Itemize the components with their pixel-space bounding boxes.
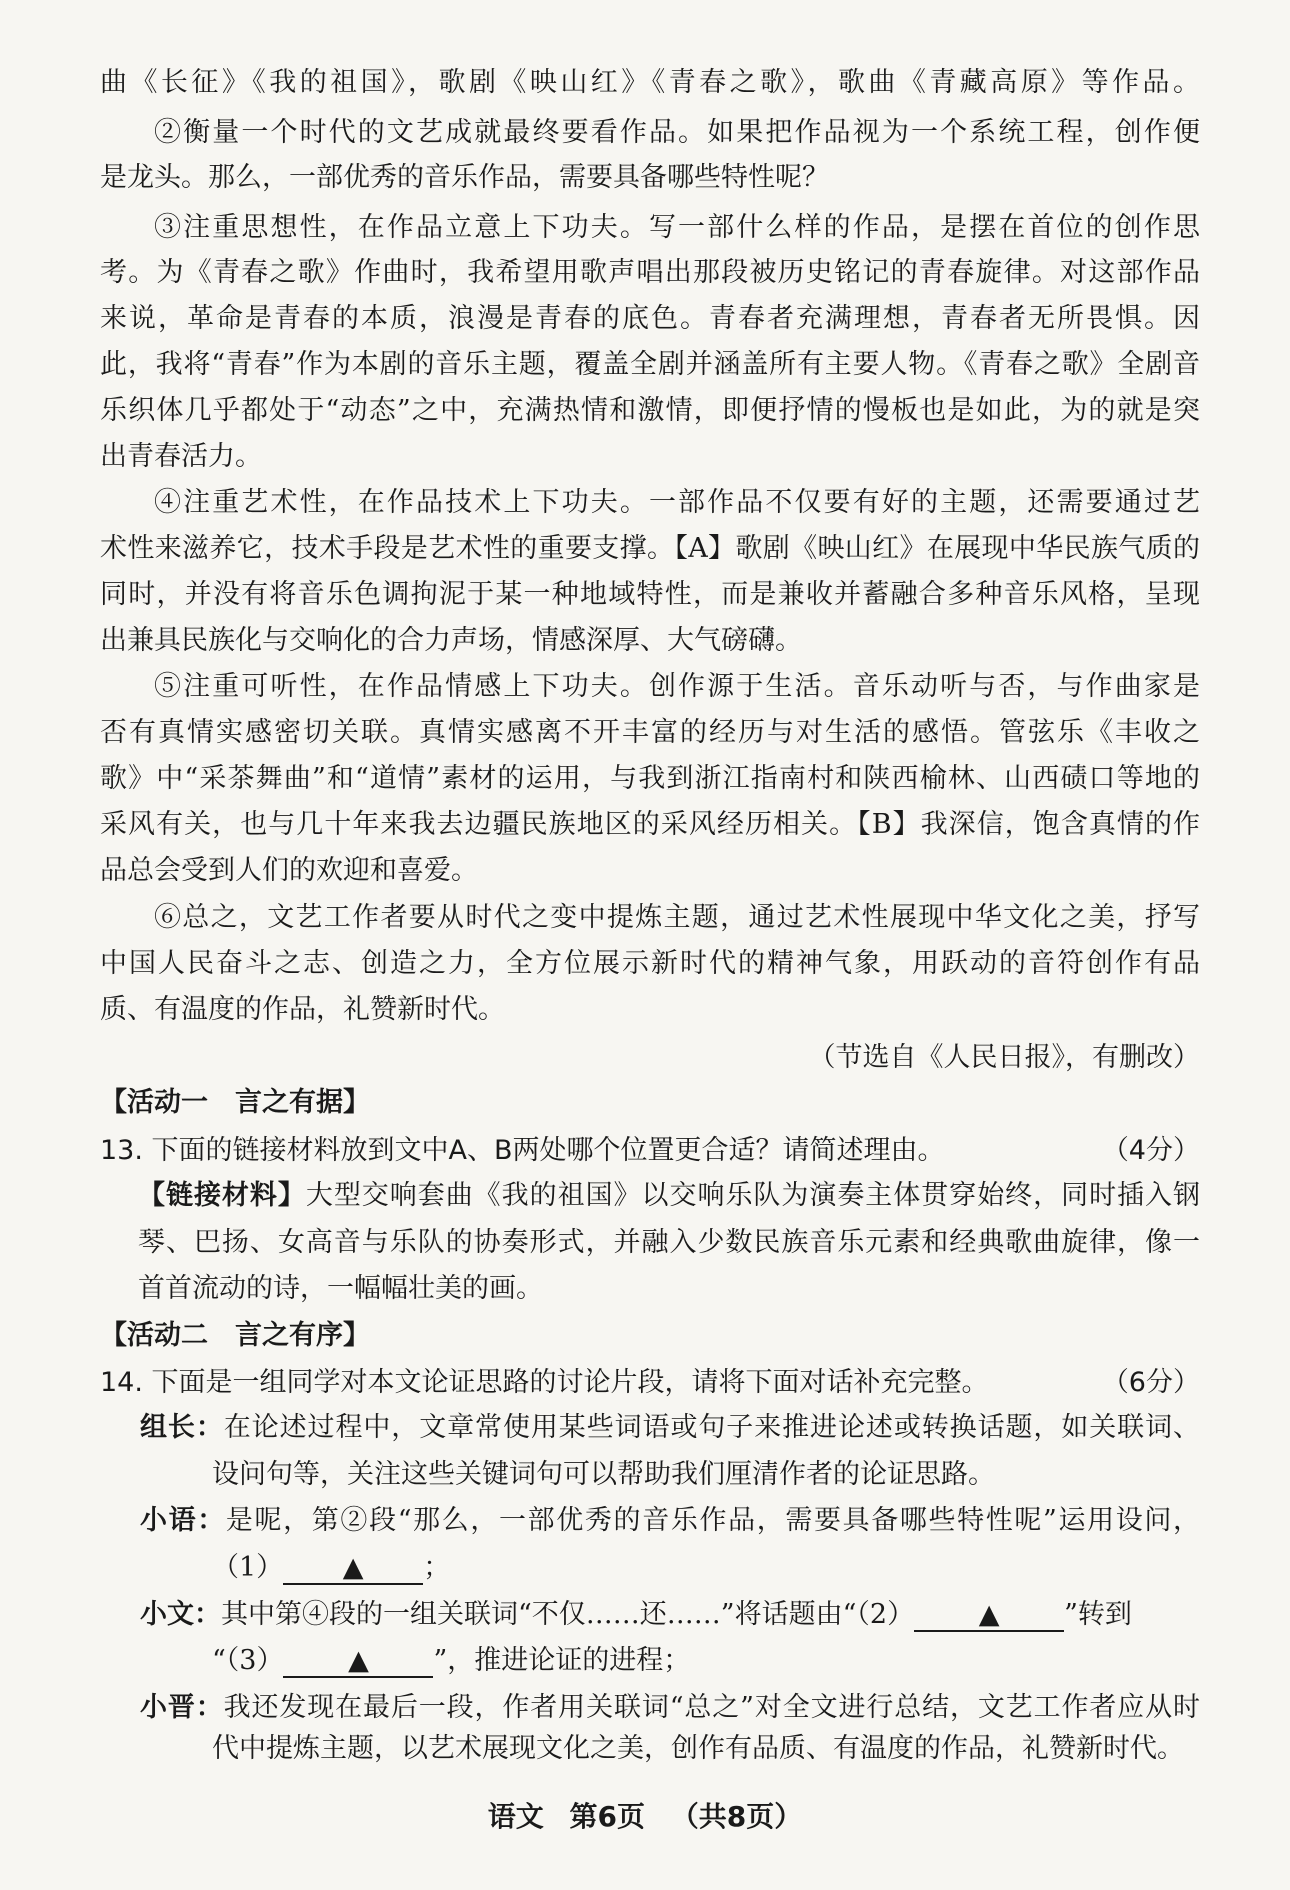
blank-1-label: （1） [212, 1552, 284, 1583]
answer-blank-2[interactable]: ▲ [914, 1600, 1064, 1632]
link-material-text: 大型交响套曲《我的祖国》以交响乐队为演奏主体贯穿始终，同时插入钢 [305, 1180, 1200, 1211]
passage-line: 采风有关，也与几十年来我去边疆民族地区的采风经历相关。【B】我深信，饱含真情的作 [100, 809, 1200, 840]
speaker-xiaowen: 小文： [140, 1599, 221, 1630]
semicolon: ； [423, 1552, 451, 1583]
activity-1-title: 【活动一 言之有据】 [100, 1087, 370, 1118]
dialogue-leader-line: 设问句等，关注这些关键词句可以帮助我们厘清作者的论证思路。 [212, 1459, 995, 1490]
passage-line: 来说，革命是青春的本质，浪漫是青春的底色。青春者充满理想，青春者无所畏惧。因 [100, 303, 1200, 334]
speaker-xiaojin: 小晋： [140, 1692, 224, 1723]
page-footer [0, 1795, 1290, 1835]
paragraph-2-line: ②衡量一个时代的文艺成就最终要看作品。如果把作品视为一个系统工程，创作便 [154, 117, 1200, 148]
paragraph-3-line: ③注重思想性，在作品立意上下功夫。写一部什么样的作品，是摆在首位的创作思 [154, 212, 1200, 243]
passage-line: 出青春活力。 [100, 441, 262, 472]
dialogue-xiaoyu-line [140, 1498, 1200, 1543]
passage-line: 考。为《青春之歌》作曲时，我希望用歌声唱出那段被历史铭记的青春旋律。对这部作品 [100, 257, 1200, 288]
passage-line: 品总会受到人们的欢迎和喜爱。 [100, 855, 478, 886]
leader-text: 在论述过程中，文章常使用某些词语或句子来推进论述或转换话题，如关联词、 [223, 1412, 1200, 1443]
dialogue-xiaoyu-line [212, 1545, 1200, 1590]
speaker-xiaoyu: 小语： [140, 1505, 226, 1536]
passage-line: 质、有温度的作品，礼赞新时代。 [100, 994, 505, 1025]
question-13-points: （4分） [1101, 1135, 1200, 1166]
footer-page: 第6页 [569, 1800, 645, 1833]
answer-blank-1[interactable]: ▲ [283, 1553, 423, 1585]
passage-line: 乐织体几乎都处于“动态”之中，充满热情和激情，即便抒情的慢板也是如此，为的就是突 [100, 395, 1200, 426]
dialogue-xiaojin-line: 代中提炼主题，以艺术展现文化之美，创作有品质、有温度的作品，礼赞新时代。 [212, 1733, 1184, 1764]
source-note: （节选自《人民日报》，有删改） [808, 1042, 1200, 1073]
xiaojin-text: 我还发现在最后一段，作者用关联词“总之”对全文进行总结，文艺工作者应从时 [223, 1692, 1200, 1723]
xiaowen-text-c: “（3） [212, 1645, 284, 1676]
passage-line: 中国人民奋斗之志、创造之力，全方位展示新时代的精神气象，用跃动的音符创作有品 [100, 948, 1200, 979]
link-material-line: 首首流动的诗，一幅幅壮美的画。 [138, 1273, 543, 1304]
answer-blank-3[interactable]: ▲ [283, 1646, 433, 1678]
dialogue-xiaojin-line [140, 1685, 1200, 1730]
paragraph-5-line: ⑤注重可听性，在作品情感上下功夫。创作源于生活。音乐动听与否，与作曲家是 [154, 671, 1200, 702]
dialogue-xiaowen-line [140, 1592, 1200, 1637]
passage-line: 否有真情实感密切关联。真情实感离不开丰富的经历与对生活的感悟。管弦乐《丰收之 [100, 717, 1200, 748]
footer-subject: 语文 [487, 1800, 544, 1833]
paragraph-4-line: ④注重艺术性，在作品技术上下功夫。一部作品不仅要有好的主题，还需要通过艺 [154, 487, 1200, 518]
activity-2-title: 【活动二 言之有序】 [100, 1320, 370, 1351]
question-13-text: 13. 下面的链接材料放到文中A、B两处哪个位置更合适？请简述理由。 [100, 1135, 945, 1166]
paragraph-6-line: ⑥总之，文艺工作者要从时代之变中提炼主题，通过艺术性展现中华文化之美，抒写 [154, 902, 1200, 933]
passage-line: 同时，并没有将音乐色调拘泥于某一种地域特性，而是兼收并蓄融合多种音乐风格，呈现 [100, 579, 1200, 610]
link-material-line: 琴、巴扬、女高音与乐队的协奏形式，并融入少数民族音乐元素和经典歌曲旋律，像一 [138, 1227, 1200, 1258]
link-material-line [138, 1173, 1200, 1218]
footer-total: （共8页） [670, 1800, 803, 1833]
question-14-points: （6分） [1101, 1367, 1200, 1398]
xiaoyu-text: 是呢，第②段“那么，一部优秀的音乐作品，需要具备哪些特性呢”运用设问， [225, 1505, 1200, 1536]
dialogue-leader-line [140, 1405, 1200, 1450]
passage-line: 曲《长征》《我的祖国》，歌剧《映山红》《青春之歌》，歌曲《青藏高原》等作品。 [100, 67, 1200, 98]
speaker-leader: 组长： [140, 1412, 224, 1443]
question-14-text: 14. 下面是一组同学对本文论证思路的讨论片段，请将下面对话补充完整。 [100, 1367, 989, 1398]
question-13 [100, 1128, 1200, 1173]
question-14 [100, 1360, 1200, 1405]
passage-line: 此，我将“青春”作为本剧的音乐主题，覆盖全剧并涵盖所有主要人物。《青春之歌》全剧音 [100, 349, 1200, 380]
xiaowen-text-b: ”转到 [1064, 1599, 1132, 1630]
passage-line: 出兼具民族化与交响化的合力声场，情感深厚、大气磅礴。 [100, 625, 802, 656]
link-material-label: 【链接材料】 [138, 1180, 306, 1211]
passage-line: 是龙头。那么，一部优秀的音乐作品，需要具备哪些特性呢？ [100, 162, 829, 193]
passage-line: 术性来滋养它，技术手段是艺术性的重要支撑。【A】歌剧《映山红》在展现中华民族气质的 [100, 533, 1200, 564]
xiaowen-text-d: ”，推进论证的进程； [433, 1645, 691, 1676]
dialogue-xiaowen-line [212, 1638, 1200, 1683]
xiaowen-text-a: 其中第④段的一组关联词“不仅……还……”将话题由“（2） [221, 1599, 915, 1630]
passage-line: 歌》中“采茶舞曲”和“道情”素材的运用，与我到浙江指南村和陕西榆林、山西碛口等地的 [100, 763, 1200, 794]
